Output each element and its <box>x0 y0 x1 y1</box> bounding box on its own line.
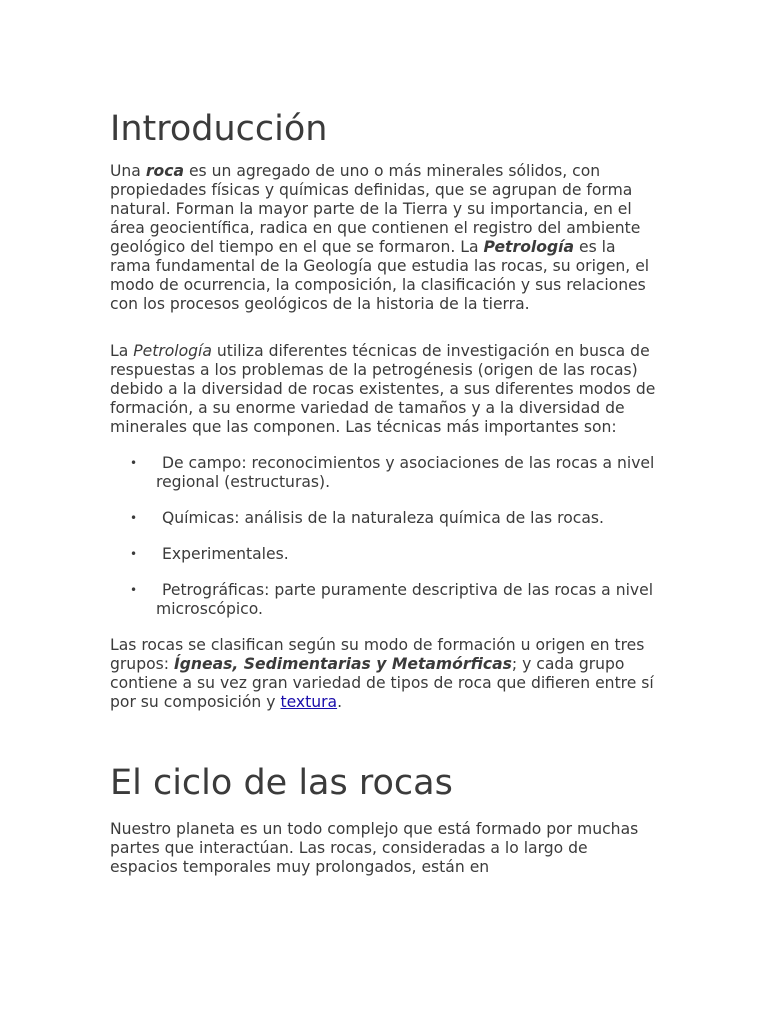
cycle-paragraph: Nuestro planeta es un todo complejo que está formado por muchas partes que interactúan. Las rocas, consideradas a lo largo de espacios temporales muy prolongados, están en <box>110 820 639 876</box>
bold-term-roca: roca <box>145 162 184 180</box>
italic-term-petrologia: Petrología <box>133 342 212 360</box>
list-item <box>110 581 660 619</box>
bullet-icon: • <box>130 511 138 525</box>
intro-paragraph-roca <box>110 162 660 314</box>
bold-term-petrologia: Petrología <box>483 238 575 256</box>
intro-paragraph-clasificacion <box>110 636 660 712</box>
text-run: . <box>337 693 343 711</box>
text-run: La <box>110 342 134 360</box>
intro-paragraph-tecnicas <box>110 342 660 437</box>
bullet-icon: • <box>130 547 138 561</box>
bullet-icon: • <box>130 456 138 470</box>
bold-term-grupos: Ígneas, Sedimentarias y Metamórficas <box>173 655 512 673</box>
document-page <box>110 106 660 877</box>
text-run: Las rocas se clasifican según su modo de formación u origen en tres grupos: <box>110 636 645 673</box>
text-run: utiliza diferentes técnicas de investigación en busca de respuestas a los problemas de la petrogénesis (origen de las rocas) debido a la diversidad de rocas existentes, a sus diferentes modos de formación, a su enorme variedad de tamaños y a la diversidad de minerales que las componen. Las técnicas más importantes son: <box>110 342 656 436</box>
list-item <box>110 545 660 564</box>
section-heading-introduccion: Introducción <box>110 109 328 149</box>
bullet-icon: • <box>130 583 138 597</box>
text-run: Una <box>110 162 146 180</box>
list-item <box>110 454 660 492</box>
list-item-text: De campo: reconocimientos y asociaciones de las rocas a nivel regional (estructuras). <box>156 454 655 491</box>
textura-link[interactable]: textura <box>280 693 338 711</box>
list-item-text: Químicas: análisis de la naturaleza química de las rocas. <box>162 509 604 527</box>
text-run: ; y cada grupo contiene a su vez gran variedad de tipos de roca que difieren entre sí por su composición y <box>110 655 654 711</box>
list-item-text: Experimentales. <box>162 545 289 563</box>
text-run: es la rama fundamental de la Geología que estudia las rocas, su origen, el modo de ocurrencia, la composición, la clasificación y sus relaciones con los procesos geológicos de la historia de la tierra. <box>110 238 650 313</box>
list-item <box>110 509 660 528</box>
section-heading-ciclo: El ciclo de las rocas <box>110 763 453 803</box>
techniques-list <box>110 454 660 619</box>
text-run: es un agregado de uno o más minerales sólidos, con propiedades físicas y químicas definidas, que se agrupan de forma natural. Forman la mayor parte de la Tierra y su importancia, en el área geocientífica, radica en que contienen el registro del ambiente geológico del tiempo en el que se formaron. La <box>110 162 641 256</box>
list-item-text: Petrográficas: parte puramente descriptiva de las rocas a nivel microscópico. <box>156 581 654 618</box>
